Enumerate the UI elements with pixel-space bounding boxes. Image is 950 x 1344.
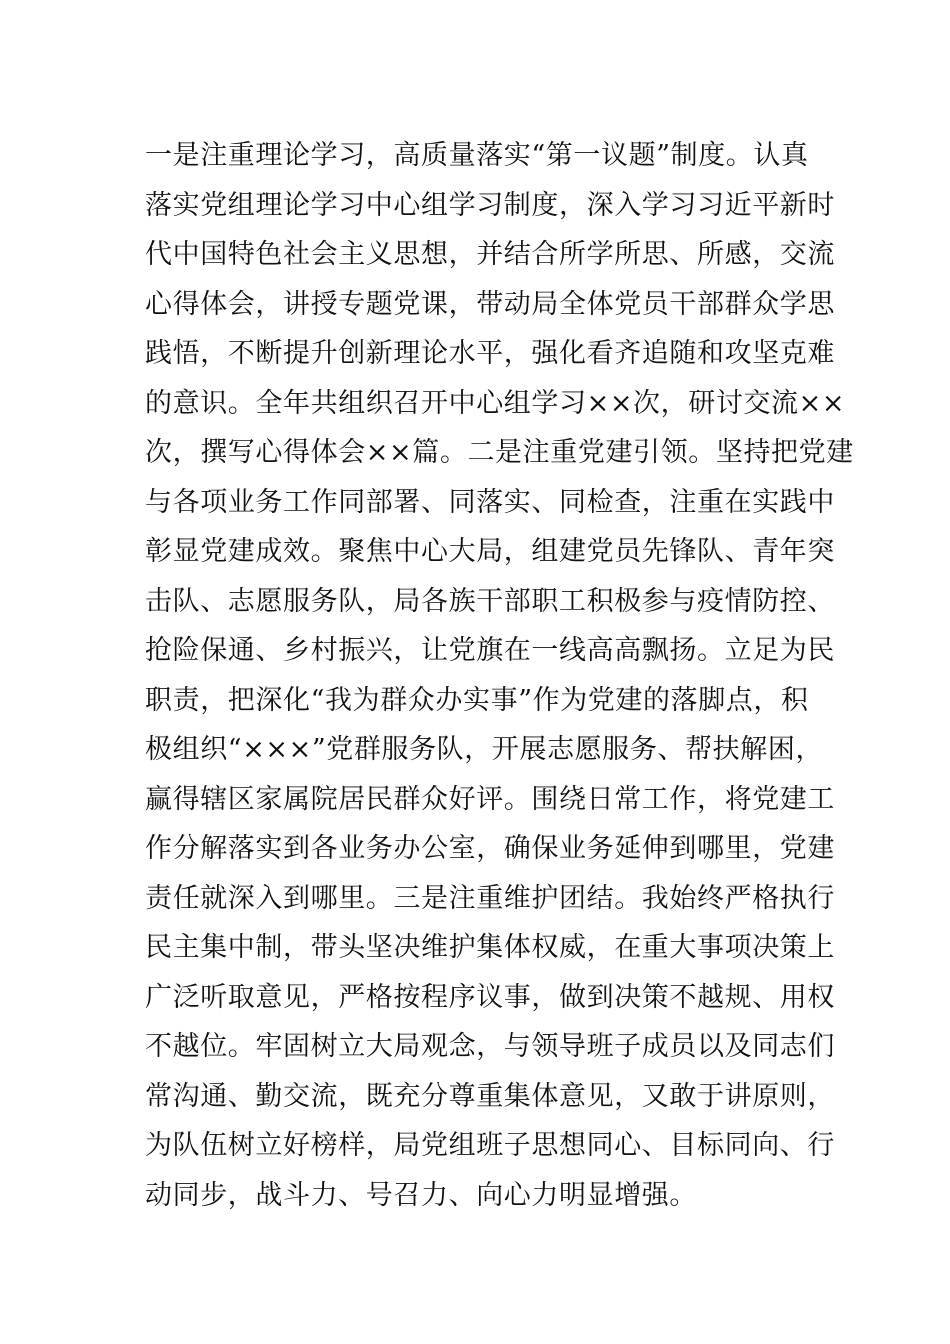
text-line: 一是注重理论学习，高质量落实“第一议题”制度。认真 — [145, 140, 809, 171]
text-line: 极组织“×××”党群服务队，开展志愿服务、帮扶解困， — [145, 734, 824, 765]
text-line: 为队伍树立好榜样，局党组班子思想同心、目标同向、行 — [145, 1130, 835, 1161]
text-line: 与各项业务工作同部署、同落实、同检查，注重在实践中 — [145, 486, 835, 518]
text-line: 责任就深入到哪里。三是注重维护团结。我始终严格执行 — [145, 882, 835, 914]
text-line: 践悟，不断提升创新理论水平，强化看齐追随和攻坚克难 — [145, 338, 835, 369]
text-line: 不越位。牢固树立大局观念，与领导班子成员以及同志们 — [145, 1031, 835, 1062]
text-line: 次，撰写心得体会××篇。二是注重党建引领。坚持把党建 — [145, 437, 854, 468]
text-line: 常沟通、勤交流，既充分尊重集体意见，又敢于讲原则， — [145, 1080, 835, 1112]
text-line: 广泛听取意见，严格按程序议事，做到决策不越规、用权 — [145, 981, 835, 1013]
text-line: 彰显党建成效。聚焦中心大局，组建党员先锋队、青年突 — [145, 536, 835, 567]
text-line: 抢险保通、乡村振兴，让党旗在一线高高飘扬。立足为民 — [145, 635, 835, 666]
text-line: 落实党组理论学习中心组学习制度，深入学习习近平新时 — [145, 189, 835, 221]
body-paragraph — [145, 131, 854, 1220]
text-line: 作分解落实到各业务办公室，确保业务延伸到哪里，党建 — [145, 833, 835, 864]
text-line: 职责，把深化“我为群众办实事”作为党建的落脚点，积 — [145, 684, 809, 716]
text-line: 赢得辖区家属院居民群众好评。围绕日常工作，将党建工 — [145, 783, 835, 815]
text-line: 击队、志愿服务队，局各族干部职工积极参与疫情防控、 — [145, 585, 835, 617]
text-line: 民主集中制，带头坚决维护集体权威，在重大事项决策上 — [145, 932, 835, 963]
text-line: 的意识。全年共组织召开中心组学习××次，研讨交流×× — [145, 387, 846, 419]
text-line: 代中国特色社会主义思想，并结合所学所思、所感，交流 — [145, 239, 835, 270]
text-line: 动同步，战斗力、号召力、向心力明显增强。 — [145, 1179, 697, 1211]
text-line: 心得体会，讲授专题党课，带动局全体党员干部群众学思 — [145, 288, 835, 320]
